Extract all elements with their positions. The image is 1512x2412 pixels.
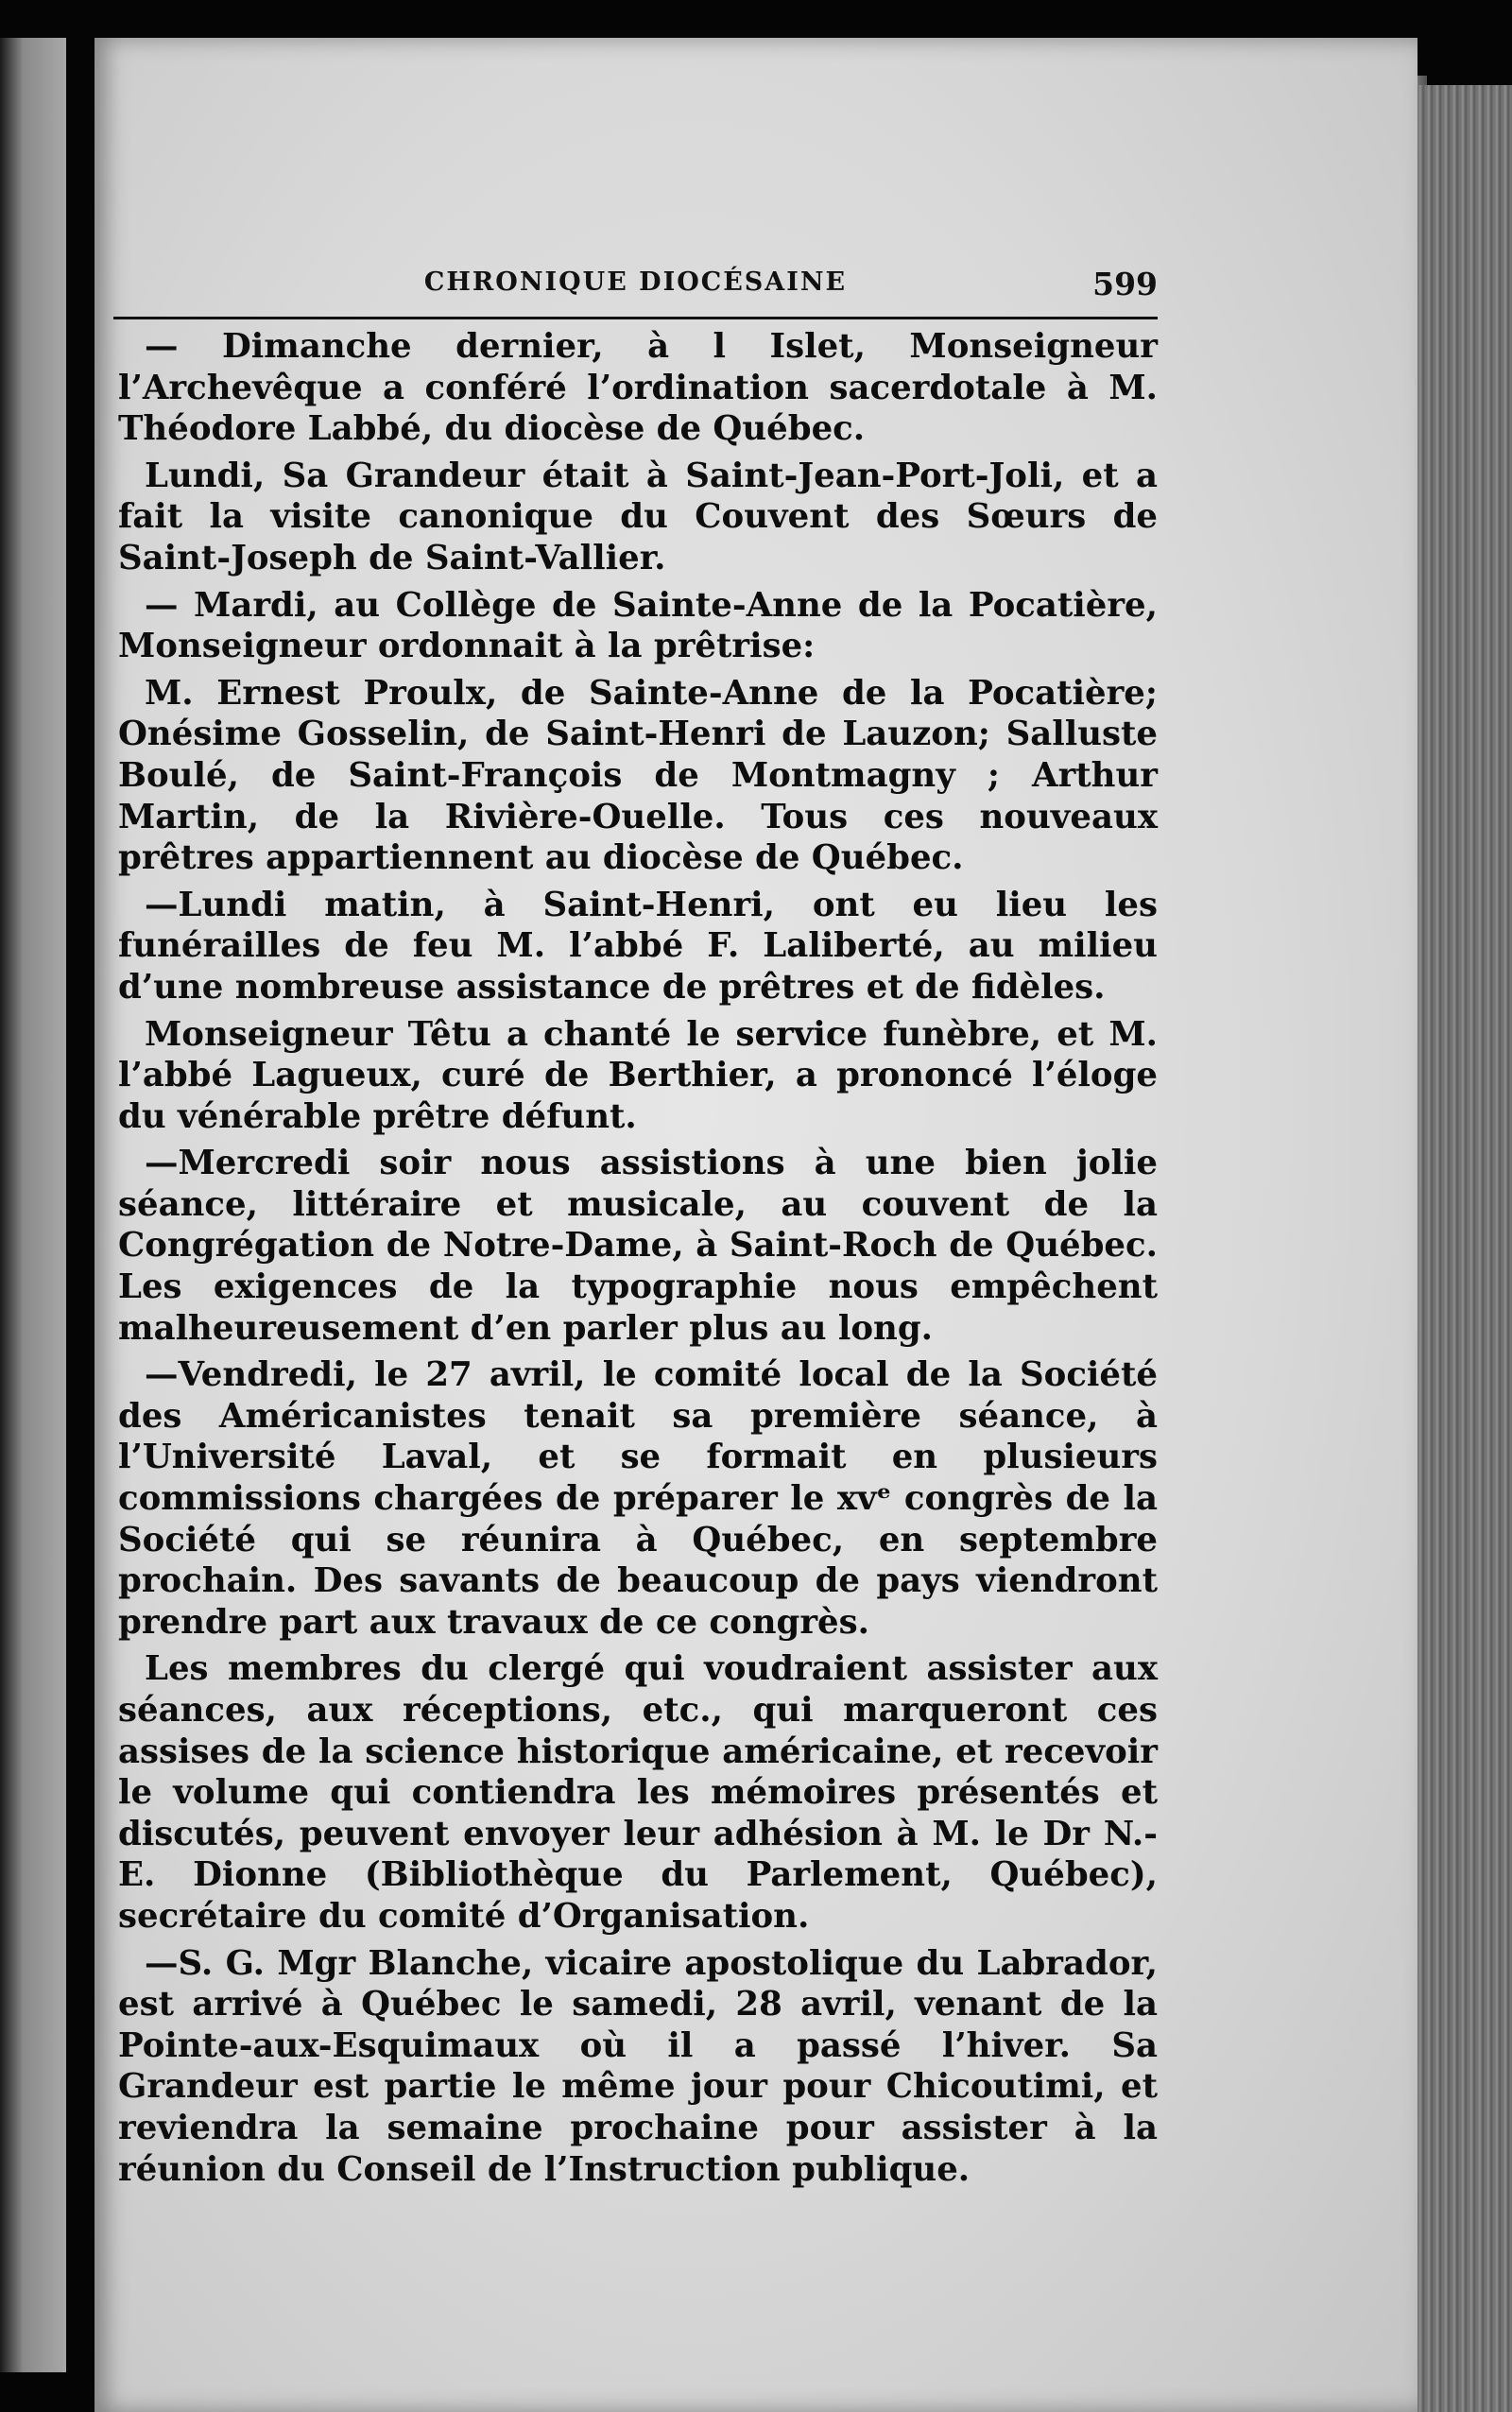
- paragraph-seance-musicale: —Mercredi soir nous assistions à une bien jolie séance, littéraire et musicale, au couvent de la Congrégation de Notre-Dame, à Saint-Roch de Québec. Les exigences de la typographie nous empêchent malheureusement d’en parler plus au long.: [118, 1144, 1158, 1348]
- paragraph-americanistes: —Vendredi, le 27 avril, le comité local de la Société des Américanistes tenait sa première séance, à l’Université Laval, et se formait en plusieurs commissions chargées de préparer le xvᵉ congrès de la Société qui se réunira à Québec, en septembre prochain. Des savants de beaucoup de pays viendront prendre part aux travaux de ce congrès.: [118, 1355, 1158, 1642]
- page-header: [113, 241, 1158, 319]
- page-number: 599: [1092, 266, 1158, 302]
- paragraph-service-funebre: Monseigneur Têtu a chanté le service funèbre, et M. l’abbé Lagueux, curé de Berthier, a prononcé l’éloge du vénérable prêtre défunt.: [118, 1014, 1158, 1136]
- running-title: CHRONIQUE DIOCÉSAINE: [423, 267, 848, 297]
- paragraph-funerailles: —Lundi matin, à Saint-Henri, ont eu lieu les funérailles de feu M. l’abbé F. Laliberté, au milieu d’une nombreuse assistance de prêtres et de fidèles.: [118, 885, 1158, 1007]
- paragraph-membres-clerge: Les membres du clergé qui voudraient assister aux séances, aux réceptions, etc., qui marqueront ces assises de la science historique américaine, et recevoir le volume qui contiendra les mémoires présentés et discutés, peuvent envoyer leur adhésion à M. le Dr N.-E. Dionne (Bibliothèque du Parlement, Québec), secrétaire du comité d’Organisation.: [118, 1649, 1158, 1936]
- book-page-edges: [1418, 85, 1512, 2412]
- paragraph-mgr-blanche: —S. G. Mgr Blanche, vicaire apostolique du Labrador, est arrivé à Québec le samedi, 28 avril, venant de la Pointe-aux-Esquimaux où il a passé l’hiver. Sa Grandeur est partie le même jour pour Chicoutimi, et reviendra la semaine prochaine pour assister à la réunion du Conseil de l’Instruction publique.: [118, 1943, 1158, 2189]
- paragraph-ordination-islet: — Dimanche dernier, à l Islet, Monseigneur l’Archevêque a conféré l’ordination sacerdotale à M. Théodore Labbé, du diocèse de Québec.: [118, 327, 1158, 449]
- paragraph-ordinands: M. Ernest Proulx, de Sainte-Anne de la Pocatière; Onésime Gosselin, de Saint-Henri de Lauzon; Salluste Boulé, de Saint-François de Montmagny ; Arthur Martin, de la Rivière-Ouelle. Tous ces nouveaux prêtres appartiennent au diocèse de Québec.: [118, 673, 1158, 878]
- page-body: [118, 326, 1158, 2196]
- paragraph-visite-canonique: Lundi, Sa Grandeur était à Saint-Jean-Port-Joli, et a fait la visite canonique du Couvent des Sœurs de Saint-Joseph de Saint-Vallier.: [118, 456, 1158, 577]
- previous-page-edge: [0, 38, 66, 2372]
- paragraph-college-sainte-anne: — Mardi, au Collège de Sainte-Anne de la Pocatière, Monseigneur ordonnait à la prêtrise:: [118, 585, 1158, 666]
